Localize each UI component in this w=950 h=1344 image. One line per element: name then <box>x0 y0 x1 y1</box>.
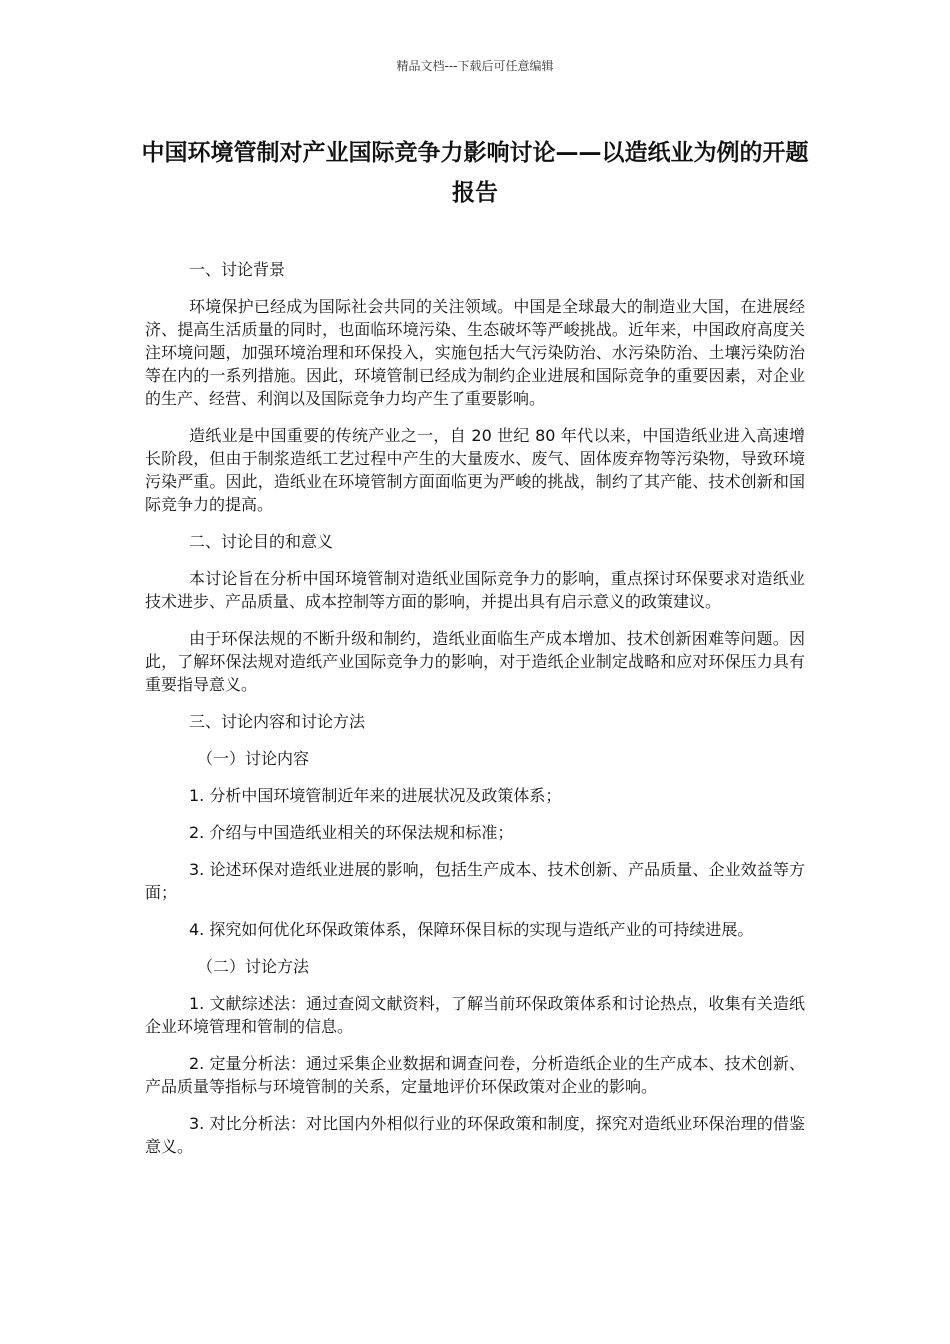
header-note: 精品文档---下载后可任意编辑 <box>396 59 554 73</box>
paragraph-background-1: 环境保护已经成为国际社会共同的关注领域。中国是全球最大的制造业大国，在进展经济、提高生活质量的同时，也面临环境污染、生态破坏等严峻挑战。近年来，中国政府高度关注环境问题，加强环境治理和环保投入，实施包括大气污染防治、水污染防治、土壤污染防治等在内的一系列措施。因此，环境管制已经成为制约企业进展和国际竞争的重要因素，对企业的生产、经营、利润以及国际竞争力均产生了重要影响。 <box>145 297 805 408</box>
subheading-content: （一）讨论内容 <box>197 749 310 768</box>
content-item-1: 1. 分析中国环境管制近年来的进展状况及政策体系； <box>189 786 562 805</box>
section-heading-purpose: 二、讨论目的和意义 <box>189 532 334 551</box>
document-body <box>145 258 805 1172</box>
method-item-3: 3. 对比分析法：对比国内外相似行业的环保政策和制度，探究对造纸业环保治理的借鉴意义。 <box>145 1114 805 1156</box>
content-item-4: 4. 探究如何优化环保政策体系，保障环保目标的实现与造纸产业的可持续进展。 <box>189 920 754 939</box>
paragraph-purpose-2: 由于环保法规的不断升级和制约，造纸业面临生产成本增加、技术创新困难等问题。因此，了解环保法规对造纸产业国际竞争力的影响，对于造纸企业制定战略和应对环保压力具有重要指导意义。 <box>145 629 805 694</box>
section-heading-background: 一、讨论背景 <box>189 260 286 279</box>
subheading-method: （二）讨论方法 <box>197 957 310 976</box>
paragraph-purpose-1: 本讨论旨在分析中国环境管制对造纸业国际竞争力的影响，重点探讨环保要求对造纸业技术进步、产品质量、成本控制等方面的影响，并提出具有启示意义的政策建议。 <box>145 569 805 611</box>
method-item-1: 1. 文献综述法：通过查阅文献资料，了解当前环保政策体系和讨论热点，收集有关造纸企业环境管理和管制的信息。 <box>145 994 805 1036</box>
content-item-3: 3. 论述环保对造纸业进展的影响，包括生产成本、技术创新、产品质量、企业效益等方面； <box>145 860 805 902</box>
content-item-2: 2. 介绍与中国造纸业相关的环保法规和标准； <box>189 823 514 842</box>
paragraph-background-2: 造纸业是中国重要的传统产业之一，自 20 世纪 80 年代以来，中国造纸业进入高速增长阶段，但由于制浆造纸工艺过程中产生的大量废水、废气、固体废弃物等污染物，导致环境污染严重。因此，造纸业在环境管制方面面临更为严峻的挑战，制约了其产能、技术创新和国际竞争力的提高。 <box>145 426 805 514</box>
method-item-2: 2. 定量分析法：通过采集企业数据和调查问卷，分析造纸企业的生产成本、技术创新、产品质量等指标与环境管制的关系，定量地评价环保政策对企业的影响。 <box>145 1054 805 1096</box>
document-title: 中国环境管制对产业国际竞争力影响讨论——以造纸业为例的开题报告 <box>141 140 809 206</box>
section-heading-content-method: 三、讨论内容和讨论方法 <box>189 712 366 731</box>
